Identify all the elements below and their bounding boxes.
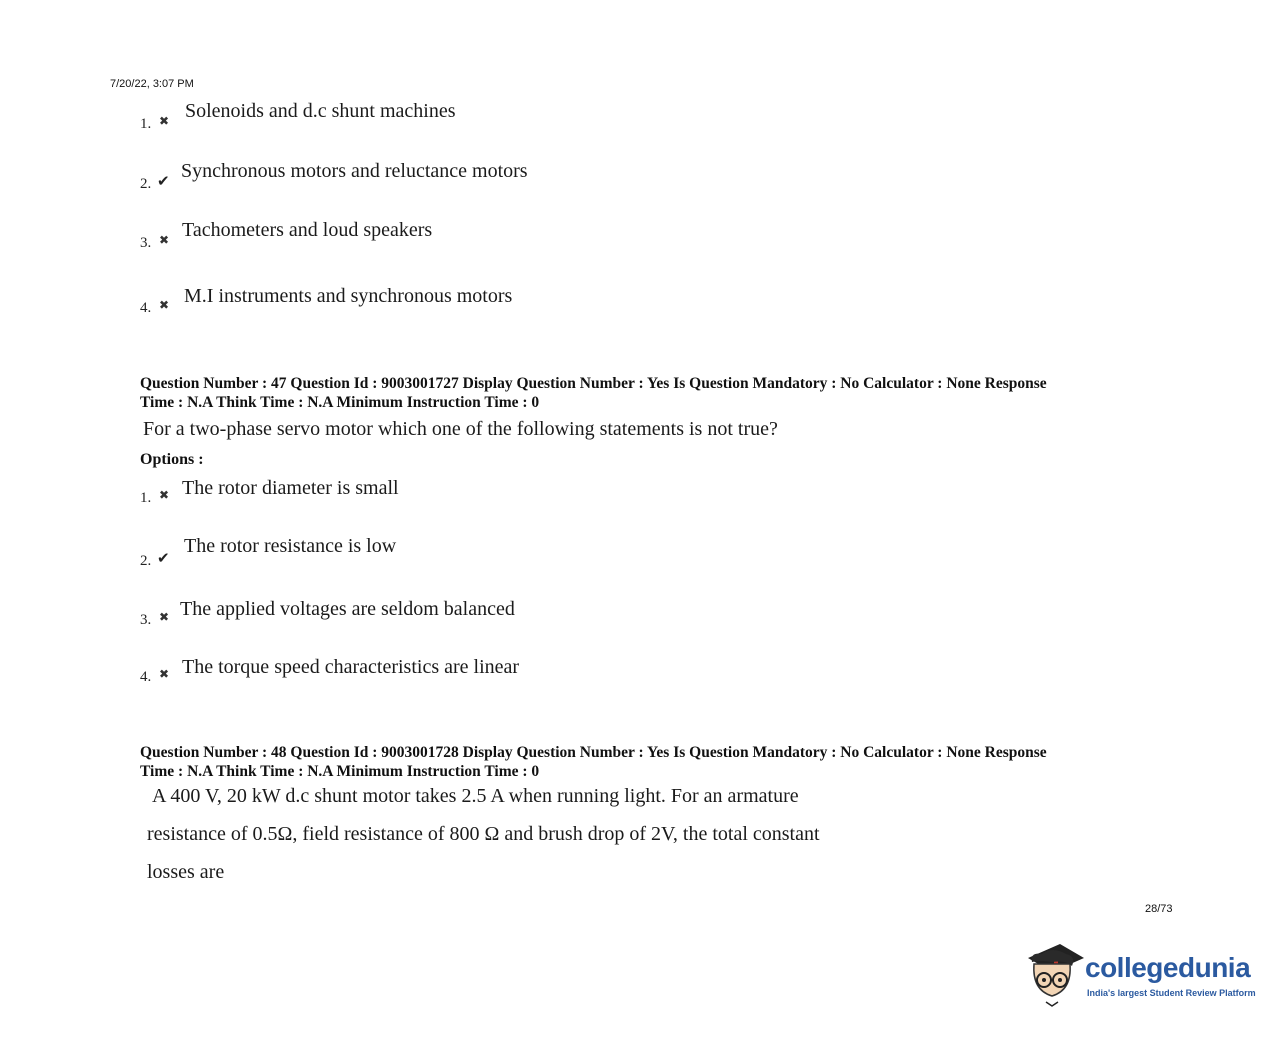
print-timestamp: 7/20/22, 3:07 PM [110,78,194,90]
question-meta-line: Time : N.A Think Time : N.A Minimum Instruction Time : 0 [140,763,540,780]
question-meta-line: Question Number : 48 Question Id : 9003001728 Display Question Number : Yes Is Question Mandatory : No Calculator : None Response [140,744,1047,761]
options-label: Options : [140,451,204,468]
option-text: Synchronous motors and reluctance motors [181,160,528,182]
question-text: For a two-phase servo motor which one of the following statements is not true? [143,418,778,440]
cross-mark-icon: ✖ [159,298,170,312]
check-mark-icon: ✔ [157,551,170,567]
option-text: Tachometers and loud speakers [182,219,433,241]
option-number: 3. [140,612,152,628]
question-meta-line: Question Number : 47 Question Id : 9003001727 Display Question Number : Yes Is Question Mandatory : No Calculator : None Response [140,375,1047,392]
option-number: 4. [140,300,152,316]
option-number: 2. [140,176,152,192]
option-text: M.I instruments and synchronous motors [184,285,513,307]
option-number: 3. [140,235,152,251]
page-number: 28/73 [1145,903,1173,915]
question-text-line: A 400 V, 20 kW d.c shunt motor takes 2.5 A when running light. For an armature [152,785,799,807]
option-number: 4. [140,669,152,685]
check-mark-icon: ✔ [157,174,170,190]
option-number: 1. [140,490,152,506]
logo-wordmark: collegedunia [1085,952,1251,983]
cross-mark-icon: ✖ [159,667,170,681]
logo-tagline: India's largest Student Review Platform [1087,988,1256,998]
question-text-line: losses are [147,861,225,883]
mascot-graduate-icon [1022,940,1086,1008]
option-text: The rotor diameter is small [182,477,399,499]
question-meta-line: Time : N.A Think Time : N.A Minimum Instruction Time : 0 [140,394,540,411]
question-meta [140,374,1170,412]
question-meta [140,743,1170,781]
question-text-line: resistance of 0.5Ω, field resistance of 800 Ω and brush drop of 2V, the total constant [147,823,820,845]
option-text: The torque speed characteristics are linear [182,656,520,678]
option-text: The applied voltages are seldom balanced [180,598,515,620]
cross-mark-icon: ✖ [159,610,170,624]
cross-mark-icon: ✖ [159,488,170,502]
option-number: 1. [140,116,152,132]
option-text: The rotor resistance is low [184,535,397,557]
option-number: 2. [140,553,152,569]
option-text: Solenoids and d.c shunt machines [185,100,456,122]
cross-mark-icon: ✖ [159,233,170,247]
cross-mark-icon: ✖ [159,114,170,128]
